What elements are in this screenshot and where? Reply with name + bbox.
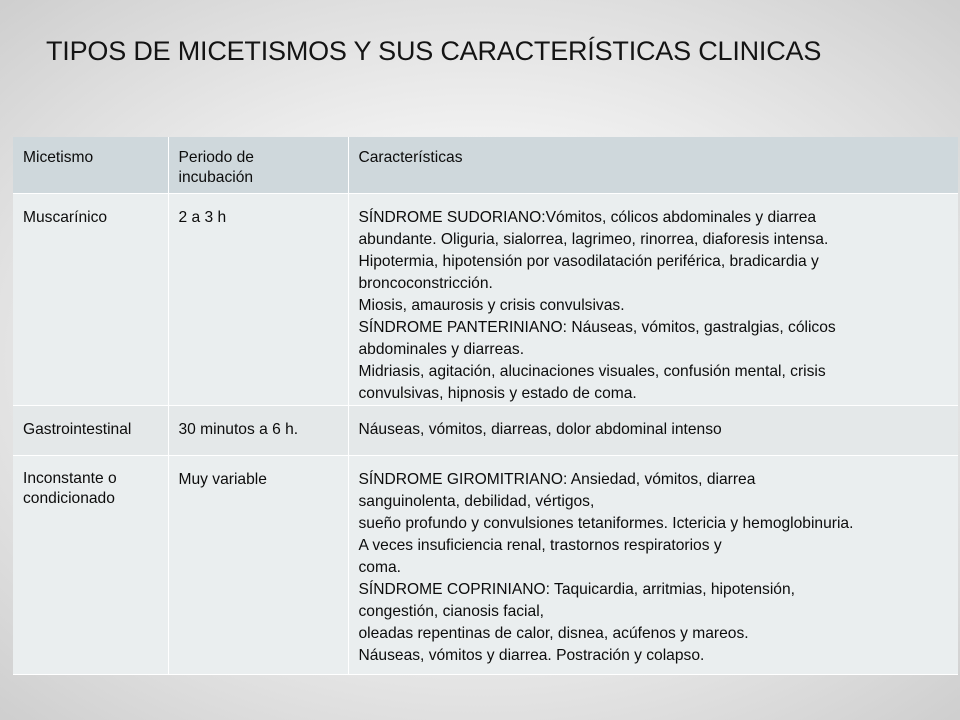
slide-title: TIPOS DE MICETISMOS Y SUS CARACTERÍSTICAS CLINICAS xyxy=(46,36,822,66)
header-caracteristicas: Características xyxy=(348,137,958,193)
header-micetismo: Micetismo xyxy=(13,137,168,193)
cell-caracteristicas: SÍNDROME GIROMITRIANO: Ansiedad, vómitos, diarrea sanguinolenta, debilidad, vértigos, sueño profundo y convulsiones tetaniformes. Ictericia y hemoglobinuria. A veces insuficiencia renal, trastornos respiratorios y coma. SÍNDROME COPRINIANO: Taquicardia, arritmias, hipotensión, congestión, cianosis facial, oleadas repentinas de calor, disnea, acúfenos y mareos. Náuseas, vómitos y diarrea. Postración y colapso. xyxy=(348,455,958,674)
cell-caracteristicas: SÍNDROME SUDORIANO:Vómitos, cólicos abdominales y diarrea abundante. Oliguria, sialorrea, lagrimeo, rinorrea, diaforesis intensa. Hipotermia, hipotensión por vasodilatación periférica, bradicardia y broncoconstricción. Miosis, amaurosis y crisis convulsivas. SÍNDROME PANTERINIANO: Náuseas, vómitos, gastralgias, cólicos abdominales y diarreas. Midriasis, agitación, alucinaciones visuales, confusión mental, crisis convulsivas, hipnosis y estado de coma. xyxy=(348,193,958,405)
table-row xyxy=(13,455,958,674)
table-row xyxy=(13,193,958,405)
cell-periodo: 30 minutos a 6 h. xyxy=(168,405,348,455)
cell-micetismo: Gastrointestinal xyxy=(13,405,168,455)
cell-caracteristicas: Náuseas, vómitos, diarreas, dolor abdominal intenso xyxy=(348,405,958,455)
micetismos-table xyxy=(13,137,958,675)
table-header-row xyxy=(13,137,958,193)
header-periodo-incubacion: Periodo de incubación xyxy=(168,137,348,193)
cell-micetismo: Inconstante o condicionado xyxy=(13,455,168,674)
cell-periodo: 2 a 3 h xyxy=(168,193,348,405)
table-row xyxy=(13,405,958,455)
cell-micetismo: Muscarínico xyxy=(13,193,168,405)
cell-periodo: Muy variable xyxy=(168,455,348,674)
